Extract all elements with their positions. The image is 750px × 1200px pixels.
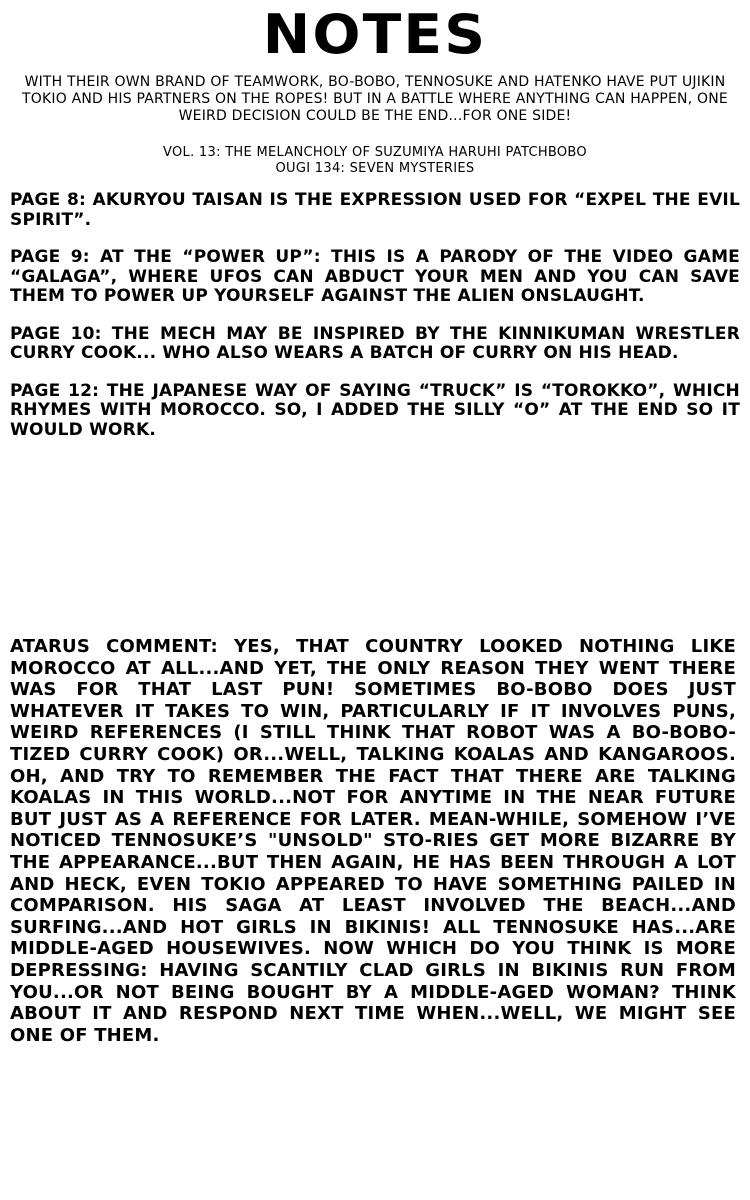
intro-paragraph: WITH THEIR OWN BRAND OF TEAMWORK, BO-BOBO, TENNOSUKE AND HATENKO HAVE PUT UJIKIN TOKIO AND HIS PARTNERS ON THE ROPES! BUT IN A BATTLE WHERE ANYTHING CAN HAPPEN, ONE WEIRD DECISION COULD BE THE END...FOR ONE SIDE! [22, 74, 728, 124]
notes-list [10, 191, 740, 440]
page-title: NOTES [262, 3, 488, 66]
note-page-8: PAGE 8: AKURYOU TAISAN IS THE EXPRESSION USED FOR “EXPEL THE EVIL SPIRIT”. [10, 190, 740, 230]
chapter-title: OUGI 134: SEVEN MYSTERIES [275, 161, 475, 176]
volume-heading [10, 145, 740, 177]
note-page-10: PAGE 10: THE MECH MAY BE INSPIRED BY THE KINNIKUMAN WRESTLER CURRY COOK... WHO ALSO WEARS A BATCH OF CURRY ON HIS HEAD. [10, 323, 740, 363]
note-page-12: PAGE 12: THE JAPANESE WAY OF SAYING “TRUCK” IS “TOROKKO”, WHICH RHYMES WITH MOROCCO. SO, I ADDED THE SILLY “O” AT THE END SO IT WOULD WORK. [10, 380, 740, 440]
translator-comment: ATARUS COMMENT: YES, THAT COUNTRY LOOKED NOTHING LIKE MOROCCO AT ALL...AND YET, THE ONLY REASON THEY WENT THERE WAS FOR THAT LAST PUN! SOMETIMES BO-BOBO DOES JUST WHATEVER IT TAKES TO WIN, PARTICULARLY IF IT INVOLVES PUNS, WEIRD REFERENCES (I STILL THINK THAT ROBOT WAS A BO-BOBO-TIZED CURRY COOK) OR...WELL, TALKING KOALAS AND KANGAROOS. OH, AND TRY TO REMEMBER THE FACT THAT THERE ARE TALKING KOALAS IN THIS WORLD...NOT FOR ANYTIME IN THE NEAR FUTURE BUT JUST AS A REFERENCE FOR LATER. MEAN-WHILE, SOMEHOW I’VE NOTICED TENNOSUKE’S "UNSOLD" STO-RIES GET MORE BIZARRE BY THE APPEARANCE...BUT THEN AGAIN, HE HAS BEEN THROUGH A LOT AND HECK, EVEN TOKIO APPEARED TO HAVE SOMETHING PAILED IN COMPARISON. HIS SAGA AT LEAST INVOLVED THE BEACH...AND SURFING...AND HOT GIRLS IN BIKINIS! ALL TENNOSUKE HAS...ARE MIDDLE-AGED HOUSEWIVES. NOW WHICH DO YOU THINK IS MORE DEPRESSING: HAVING SCANTILY CLAD GIRLS IN BIKINIS RUN FROM YOU...OR NOT BEING BOUGHT BY A MIDDLE-AGED WOMAN? THINK ABOUT IT AND RESPOND NEXT TIME WHEN...WELL, WE MIGHT SEE ONE OF THEM. [10, 636, 736, 1046]
volume-title: VOL. 13: THE MELANCHOLY OF SUZUMIYA HARUHI PATCHBOBO [163, 145, 587, 160]
note-page-9: PAGE 9: AT THE “POWER UP”: THIS IS A PARODY OF THE VIDEO GAME “GALAGA”, WHERE UFOS CAN ABDUCT YOUR MEN AND YOU CAN SAVE THEM TO POWER UP YOURSELF AGAINST THE ALIEN ONSLAUGHT. [10, 247, 740, 306]
